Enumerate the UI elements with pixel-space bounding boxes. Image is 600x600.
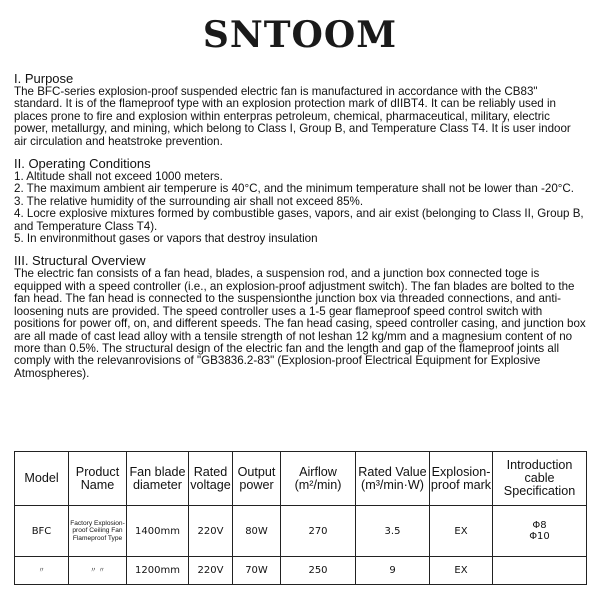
cell-cable (493, 557, 587, 585)
list-item: 3. The relative humidity of the surrounding air shall not exceed 85%. (14, 194, 364, 208)
cell-airflow: 270 (281, 506, 356, 557)
section-paragraph: The BFC-series explosion-proof suspended electric fan is manufactured in accordance with the CB83" standard. It is of the flameproof type with an explosion protection mark of dIIBT4. It can be reliably used in places prone to fire and explosion within enterpras petroleum, chemical, pharmaceutical, military, electric power, metallurgy, and mining, which belong to Class I, Group B, and Temperature Class T4. It is user indoor air circulation and heatstroke prevention. (14, 85, 571, 148)
cell-diameter: 1200mm (127, 557, 189, 585)
section-heading: III. Structural Overview (14, 253, 146, 269)
list-item: 1. Altitude shall not exceed 1000 meters. (14, 170, 223, 184)
list-item: 2. The maximum ambient air temperure is 40°C, and the minimum temperature shall not be lower than -20°C. (14, 182, 575, 196)
section-structural-overview (14, 254, 586, 380)
document-body (14, 72, 586, 389)
section-heading: I. Purpose (14, 71, 74, 86)
brand-logo: SNTOOM (202, 14, 398, 56)
table-header-row (15, 452, 587, 506)
cell-diameter: 1400mm (127, 506, 189, 557)
cell-airflow: 250 (281, 557, 356, 585)
list-item: 4. Locre explosive mixtures formed by combustible gases, vapors, and air exist (belonging to Class II, Group B, and Temperature Class T4). (14, 207, 584, 233)
cell-mark: EX (430, 506, 493, 557)
section-heading: II. Operating Conditions (14, 156, 151, 172)
col-header-rated-voltage: Rated voltage (189, 452, 233, 506)
cell-rated-value: 3.5 (356, 506, 430, 557)
cell-model: BFC (15, 506, 69, 557)
table-row (15, 506, 587, 557)
section-operating-conditions (14, 157, 586, 245)
table-row (15, 557, 587, 585)
col-header-rated-value: Rated Value (m³/min·W) (356, 452, 430, 506)
col-header-product-name: Product Name (69, 452, 127, 506)
col-header-model: Model (15, 452, 69, 506)
cell-voltage: 220V (189, 557, 233, 585)
cell-cable (493, 506, 587, 557)
cell-power: 70W (233, 557, 281, 585)
cell-product-name: Factory Explosion-proof Ceiling Fan Flameproof Type (69, 506, 127, 557)
list-item: 5. In environmithout gases or vapors that destroy insulation (14, 232, 318, 246)
col-header-output-power: Output power (233, 452, 281, 506)
col-header-cable-spec: Introduction cable Specification (493, 452, 587, 506)
col-header-explosion-proof-mark: Explosion-proof mark (430, 452, 493, 506)
cell-mark: EX (430, 557, 493, 585)
cell-voltage: 220V (189, 506, 233, 557)
cable-spec-value: Φ8 (532, 520, 547, 531)
cell-model: 〃 (15, 557, 69, 585)
section-purpose (14, 72, 586, 148)
col-header-fan-blade-diameter: Fan blade diameter (127, 452, 189, 506)
col-header-airflow: Airflow (m²/min) (281, 452, 356, 506)
cell-rated-value: 9 (356, 557, 430, 585)
section-paragraph: The electric fan consists of a fan head, blades, a suspension rod, and a junction box connected toge is equipped with a speed controller (i.e., an explosion-proof adjustment switch). The fan blades are bolted to the fan head. The fan head is connected to the suspensionthe junction box via threaded connections, and anti-loosening nuts are provided. The speed controller uses a 1-5 gear flameproof speed control switch with positions for power off, on, and different speeds. The fan head casing, speed controller casing, and junction box are all made of cast lead alloy with a tensile strength of not leshan 12 kg/mm and a magnesium content of no more than 0.5%. The structural design of the electric fan and the length and gap of the flameproof joints all comply with the relevanrovisions of "GB3836.2-83" (Explosion-proof Electrical Equipment for Explosive Atmospheres). (14, 267, 586, 380)
cell-power: 80W (233, 506, 281, 557)
cell-product-name: 〃 〃 (69, 557, 127, 585)
cable-spec-value: Φ10 (529, 531, 550, 542)
spec-table (14, 451, 587, 585)
